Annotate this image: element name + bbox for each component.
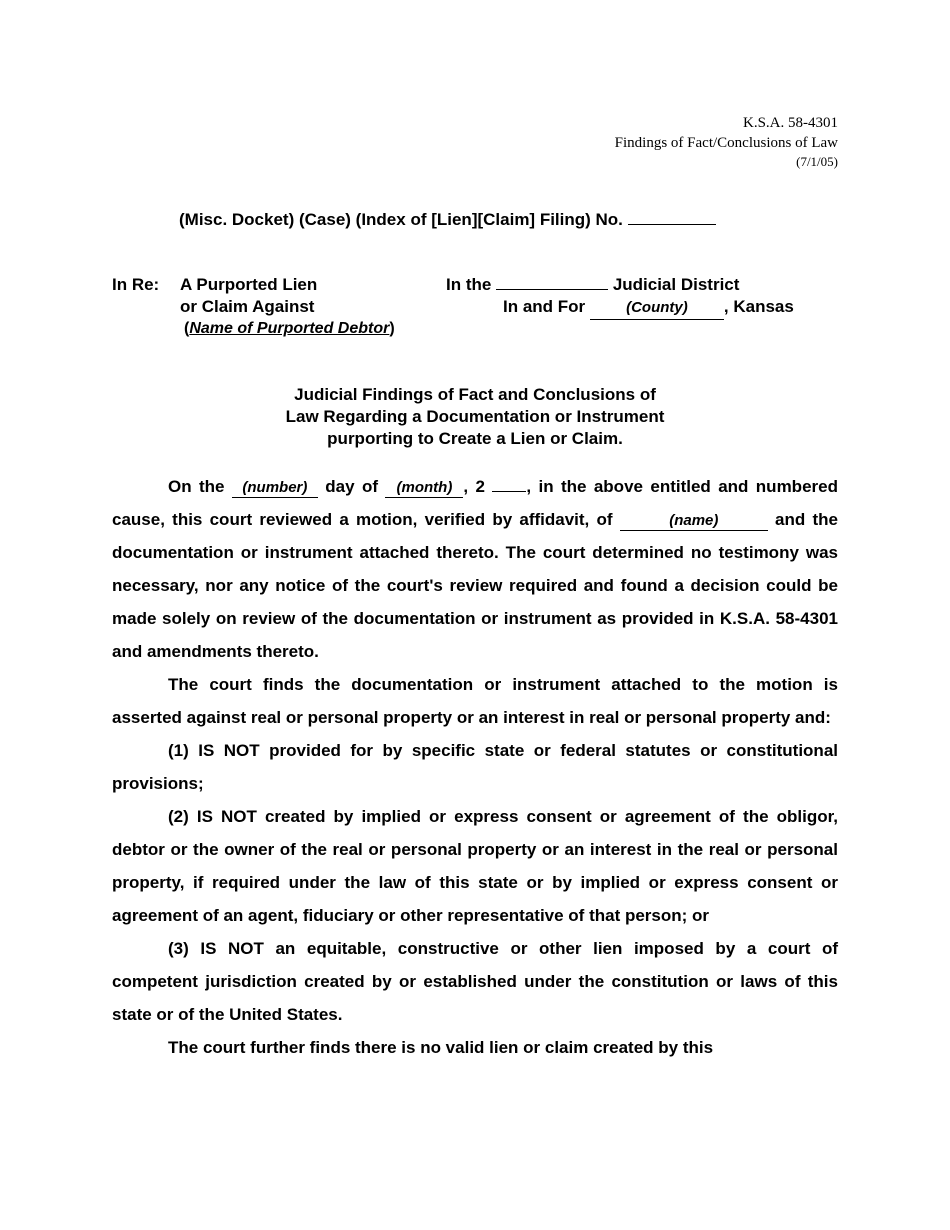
month-field[interactable]: (month) [385,479,463,498]
statute-reference: K.S.A. 58-4301 [742,115,838,131]
purported-debtor-field[interactable]: (Name of Purported Debtor) [184,320,395,337]
docket-line [179,208,716,230]
in-and-for-label: In and For [503,297,586,316]
in-re-line-2: or Claim Against [180,297,315,316]
in-re-line-1: A Purported Lien [180,275,318,294]
movant-name-field[interactable]: (name) [620,512,768,531]
year-field[interactable] [492,477,526,492]
form-revision-date: (7/1/05) [796,154,838,169]
docket-label: (Misc. Docket) (Case) (Index of [Lien][Claim] Filing) No. [179,210,623,229]
purported-debtor-placeholder: Name of Purported Debtor [189,320,390,337]
paragraph-further-finding: The court further finds there is no valid lien or claim created by this [168,1038,714,1057]
paragraph-item-3: (3) IS NOT an equitable, constructive or other lien imposed by a court of competent jurisdiction created by or established under the constitution or laws of this state or of the United States. [112,939,838,1024]
in-re-label: In Re: [112,275,160,294]
court-block [446,274,794,320]
judicial-district-blank[interactable] [496,275,608,290]
form-header [615,113,838,171]
title-line-1: Judicial Findings of Fact and Conclusions of [294,385,656,404]
title-line-2: Law Regarding a Documentation or Instrument [285,407,665,426]
document-body [112,470,838,1064]
form-title: Findings of Fact/Conclusions of Law [614,135,838,151]
docket-number-blank[interactable] [628,208,716,225]
in-the-label: In the [446,275,492,294]
county-field[interactable]: (County) [590,297,724,320]
paragraph-review: On the (number) day of (month) , 2 , in the above entitled and numbered cause, this court reviewed a motion, verified by affidavit, of (name) and the documentation or instrument attached thereto. The court determined no testimony was necessary, nor any notice of the court's review required and found a decision could be made solely on review of the documentation or instrument as provided in K.S.A. 58-4301 and amendments thereto. [112,477,838,661]
paragraph-item-1: (1) IS NOT provided for by specific state or federal statutes or constitutional provisions; [112,741,838,793]
title-line-3: purporting to Create a Lien or Claim. [327,429,623,448]
paragraph-finding: The court finds the documentation or instrument attached to the motion is asserted against real or personal property or an interest in real or personal property and: [112,675,838,727]
paragraph-item-2: (2) IS NOT created by implied or express consent or agreement of the obligor, debtor or the owner of the real or personal property or an interest in the real or personal property, if required under the law of this state or by implied or express consent or agreement of an agent, fiduciary or other representative of that person; or [112,807,838,925]
state-label: , Kansas [723,297,794,316]
document-title [175,384,775,450]
judicial-district-label: Judicial District [612,275,740,294]
day-number-field[interactable]: (number) [232,479,318,498]
